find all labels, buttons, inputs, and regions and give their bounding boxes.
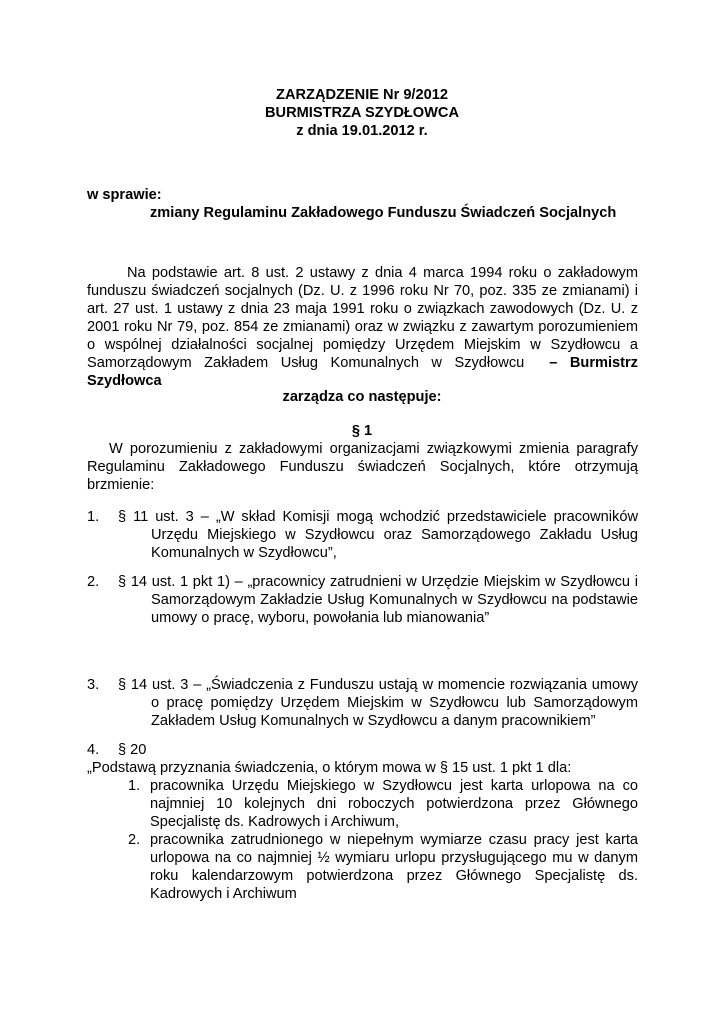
decree-phrase: zarządza co następuje: — [282, 389, 442, 405]
section-intro: W porozumieniu z zakładowymi organizacjami związkowymi zmienia paragrafy Regulaminu Zakładowego Funduszu świadczeń Socjalnych, które otrzymują brzmienie: — [87, 441, 638, 493]
item4-intro: „Podstawą przyznania świadczenia, o którym mowa w § 15 ust. 1 pkt 1 dla: — [87, 760, 572, 776]
decree-date: z dnia 19.01.2012 r. — [296, 123, 428, 139]
preamble-paragraph — [87, 264, 638, 390]
preamble-text: Na podstawie art. 8 ust. 2 ustawy z dnia 4 marca 1994 roku o zakładowym funduszu świadczeń socjalnych (Dz. U. z 1996 roku Nr 70, poz. 335 ze zmianami) i art. 27 ust. 1 ustawy z dnia 23 maja 1991 roku o związkach zawodowych (Dz. U. z 2001 roku Nr 79, poz. 854 ze zmianami) oraz w związku z zawartym porozumieniem o wspólnej działalności socjalnej pomiędzy Urzędem Miejskim w Szydłowcu a Samorządowym Zakładem Usług Komunalnych w Szydłowcu — [87, 265, 638, 371]
preamble-signatory: Burmistrz Szydłowca — [87, 355, 638, 389]
item-number: 4. — [87, 742, 100, 758]
subitem-number: 1. — [128, 778, 141, 794]
item-text: § 14 ust. 3 – „Świadczenia z Funduszu ustają w momencie rozwiązania umowy o pracę pomiędzy Urzędem Miejskim w Szydłowcu lub Samorządowym Zakładem Usług Komunalnych w Szydłowcu a danym pracownikiem” — [118, 677, 638, 729]
item-number: 2. — [87, 574, 100, 590]
subitem-text: pracownika zatrudnionego w niepełnym wymiarze czasu pracy jest karta urlopowa na co najmniej ½ wymiaru urlopu przysługującego mu w danym roku kalendarzowym potwierdzona przez Głównego Specjalistę ds. Kadrowych i Archiwum — [150, 832, 638, 902]
item-number: 1. — [87, 509, 100, 525]
item-text: § 11 ust. 3 – „W skład Komisji mogą wchodzić przedstawiciele pracowników Urzędu Miejskiego w Szydłowcu oraz Samorządowego Zakładu Usług Komunalnych w Szydłowcu”, — [118, 509, 638, 561]
subitem-number: 2. — [128, 832, 141, 848]
item-text: § 20 — [118, 742, 147, 758]
section-mark: § 1 — [351, 423, 373, 439]
decree-title: ZARZĄDZENIE Nr 9/2012 — [276, 87, 448, 103]
subitem-text: pracownika Urzędu Miejskiego w Szydłowcu jest karta urlopowa na co najmniej 10 kolejnych dni roboczych potwierdzona przez Głównego Specjalistę ds. Kadrowych i Archiwum, — [150, 778, 638, 830]
subject-label: w sprawie: — [87, 187, 162, 203]
item-number: 3. — [87, 677, 100, 693]
subject-text: zmiany Regulaminu Zakładowego Funduszu Świadczeń Socjalnych — [150, 205, 617, 221]
item-text: § 14 ust. 1 pkt 1) – „pracownicy zatrudnieni w Urzędzie Miejskim w Szydłowcu i Samorządowym Zakładzie Usług Komunalnych w Szydłowcu na podstawie umowy o pracę, wyboru, powołania lub mianowania” — [118, 574, 638, 626]
preamble-dash: – — [549, 355, 558, 371]
decree-authority: BURMISTRZA SZYDŁOWCA — [264, 105, 460, 121]
